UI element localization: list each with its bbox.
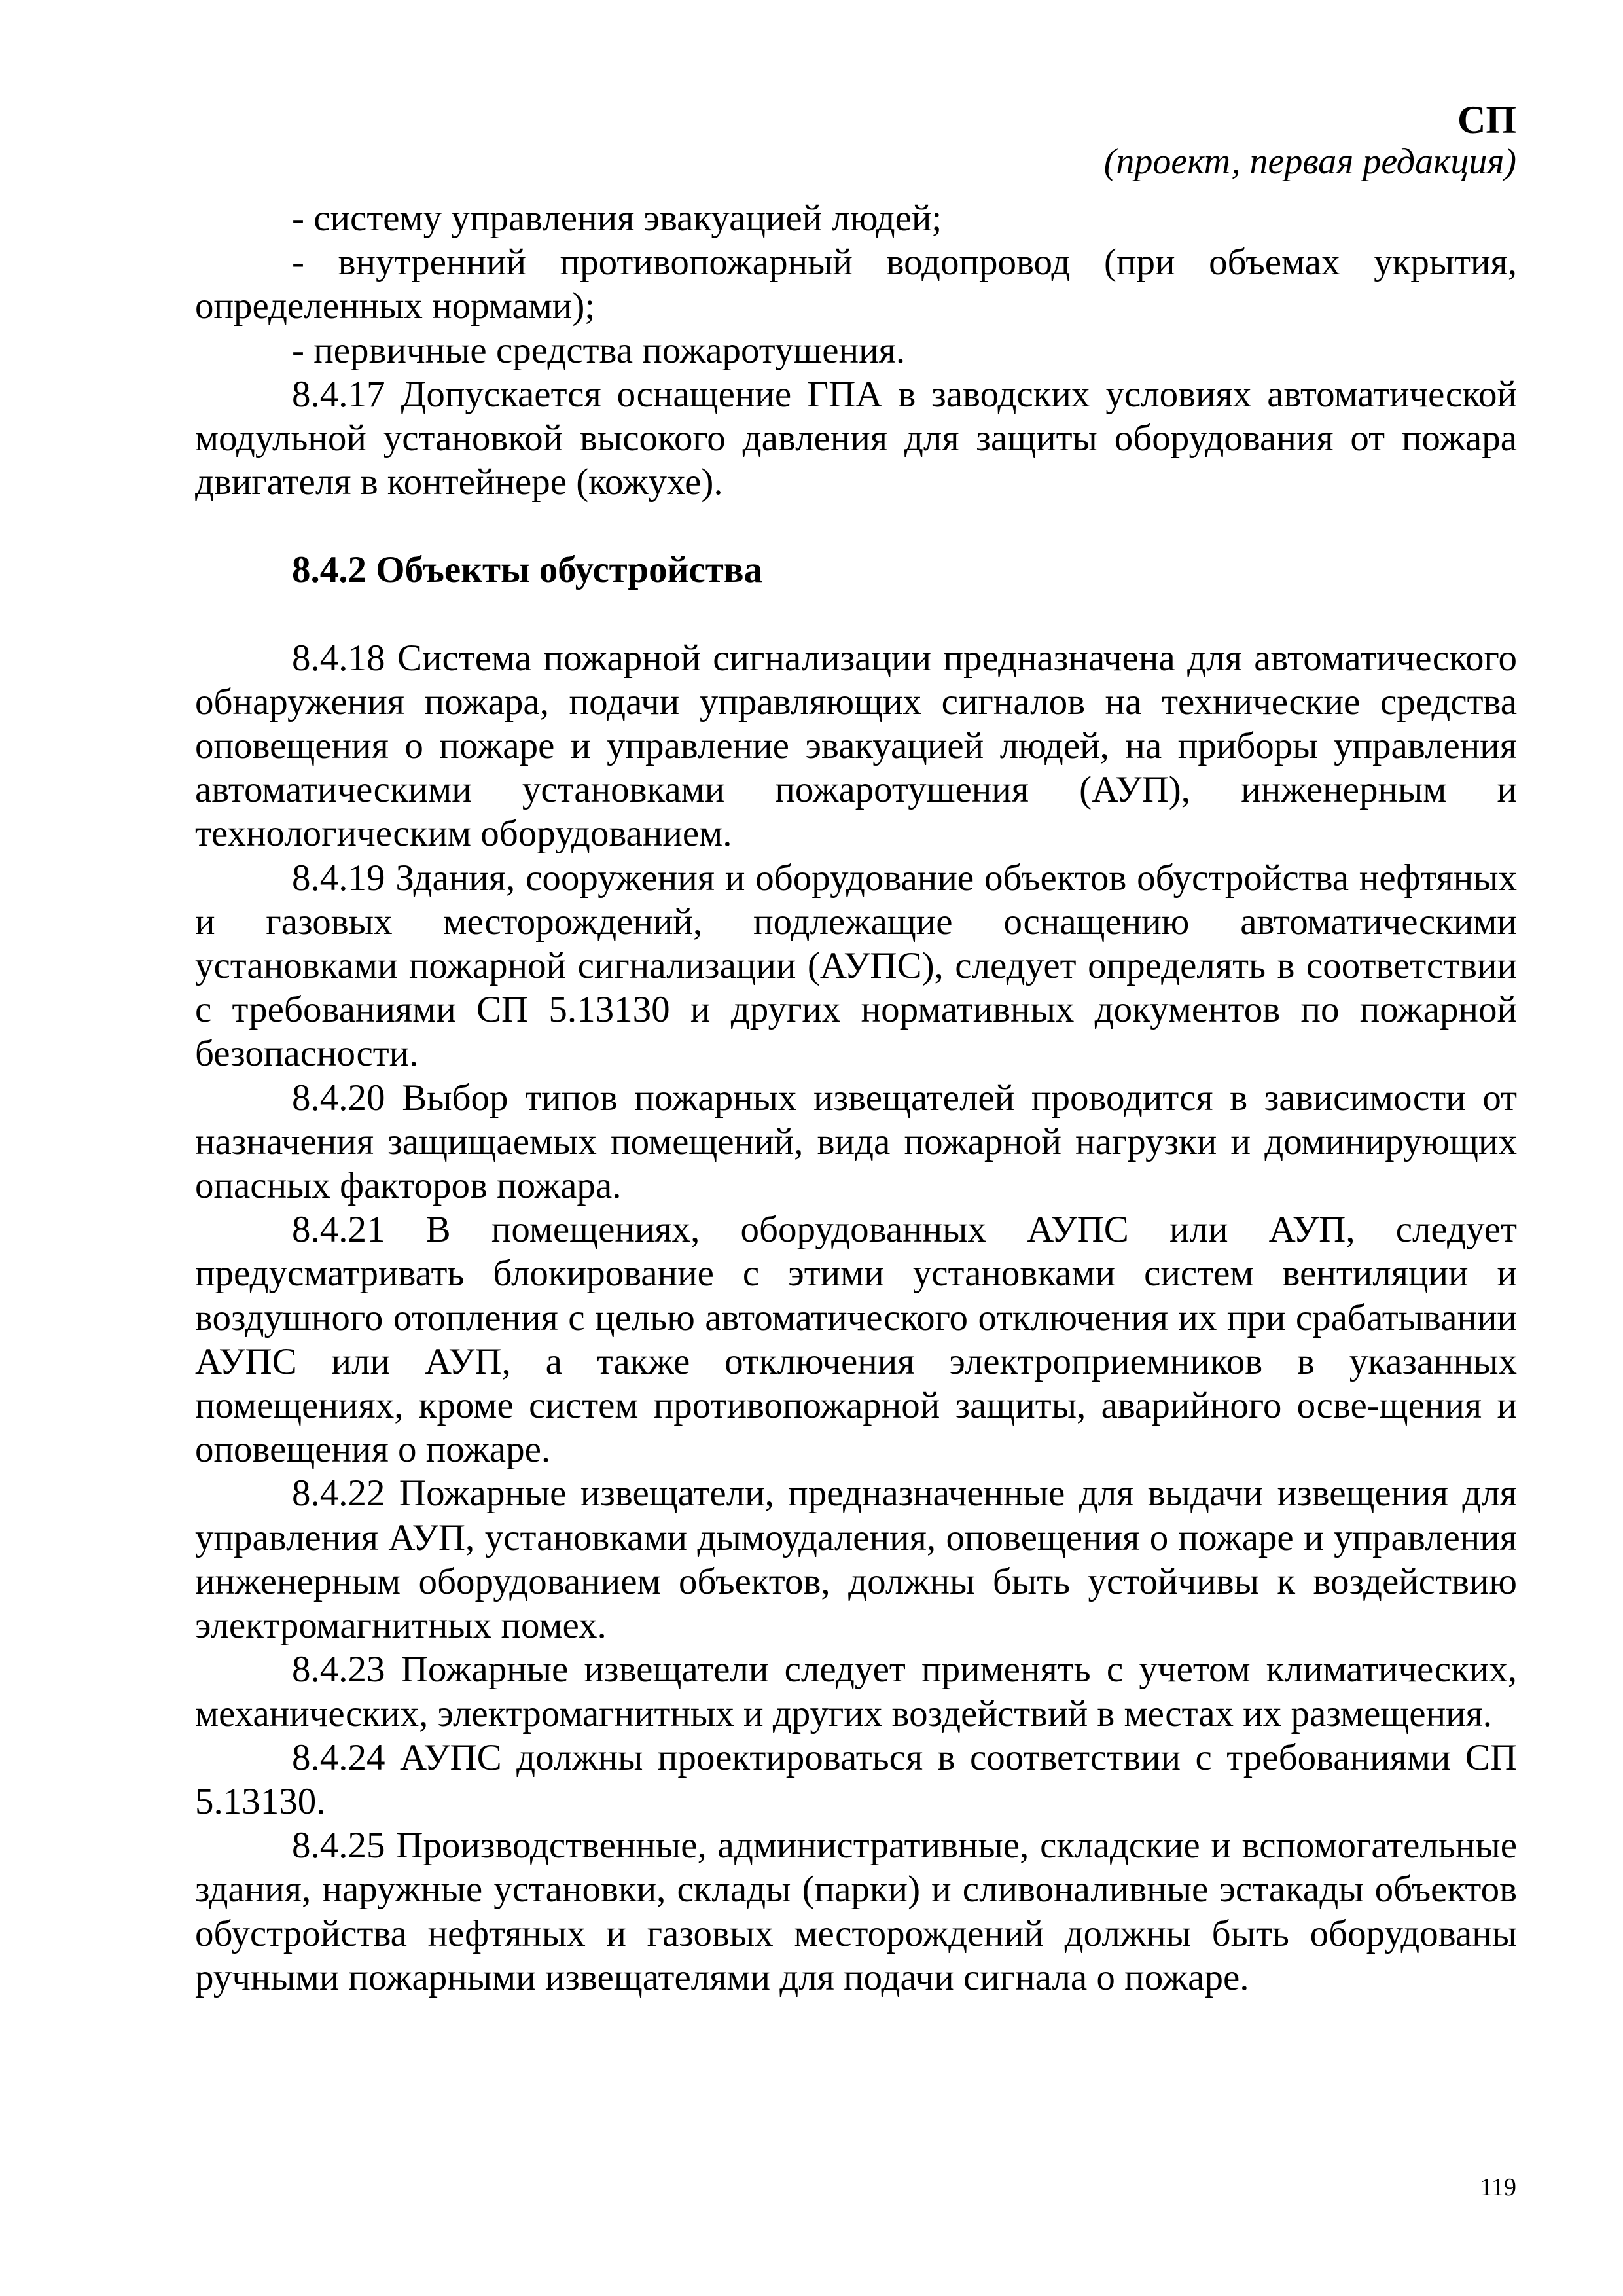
document-edition-note: (проект, первая редакция) xyxy=(1103,141,1516,182)
section-heading: 8.4.2 Объекты обустройства xyxy=(292,549,762,591)
document-body xyxy=(195,196,1517,2000)
document-code: СП xyxy=(1457,98,1516,141)
paragraph-8-4-21: 8.4.21 В помещениях, оборудованных АУПС или АУП, следует предусматривать блокирование с этими установками систем вентиляции и воздушного отопления с целью автоматического отключения их при срабатывании АУПС или АУП, а также отключения электроприемников в указанных помещениях, кроме систем противопожарной защиты, аварийного осве-щения и оповещения о пожаре. xyxy=(195,1209,1517,1471)
paragraph-8-4-19: 8.4.19 Здания, сооружения и оборудование объектов обустройства нефтяных и газовых месторождений, подлежащие оснащению автоматическими установками пожарной сигнализации (АУПС), следует определять в соответствии с требованиями СП 5.13130 и других нормативных документов по пожарной безопасности. xyxy=(195,857,1517,1075)
paragraph-8-4-25: 8.4.25 Производственные, административные, складские и вспомогательные здания, наружные установки, склады (парки) и сливоналивные эстакады объектов обустройства нефтяных и газовых месторождений должны быть оборудованы ручными пожарными извещателями для подачи сигнала о пожаре. xyxy=(195,1825,1517,1998)
paragraph-8-4-22: 8.4.22 Пожарные извещатели, предназначенные для выдачи извещения для управления АУП, установками дымоудаления, оповещения о пожаре и управления инженерным оборудованием объектов, должны быть устойчивы к воздействию электромагнитных помех. xyxy=(195,1473,1517,1647)
paragraph-8-4-24: 8.4.24 АУПС должны проектироваться в соответствии с требованиями СП 5.13130. xyxy=(195,1736,1517,1822)
list-item: - первичные средства пожаротушения. xyxy=(292,329,906,371)
paragraph-8-4-18: 8.4.18 Система пожарной сигнализации предназначена для автоматического обнаружения пожара, подачи управляющих сигналов на технические средства оповещения о пожаре и управление эвакуацией людей, на приборы управления автоматическими установками пожаротушения (АУП), инженерным и технологическим оборудованием. xyxy=(195,637,1517,855)
paragraph-8-4-20: 8.4.20 Выбор типов пожарных извещателей проводится в зависимости от назначения защищаемых помещений, вида пожарной нагрузки и доминирующих опасных факторов пожара. xyxy=(195,1077,1517,1207)
page-number: 119 xyxy=(1480,2174,1516,2201)
paragraph-8-4-23: 8.4.23 Пожарные извещатели следует применять с учетом климатических, механических, электромагнитных и других воздействий в местах их размещения. xyxy=(195,1649,1517,1734)
paragraph-8-4-17: 8.4.17 Допускается оснащение ГПА в заводских условиях автоматической модульной установкой высокого давления для защиты оборудования от пожара двигателя в контейнере (кожухе). xyxy=(195,373,1517,503)
list-item: - систему управления эвакуацией людей; xyxy=(292,198,942,239)
list-item: - внутренний противопожарный водопровод (при объемах укрытия, определенных нормами); xyxy=(195,242,1517,327)
